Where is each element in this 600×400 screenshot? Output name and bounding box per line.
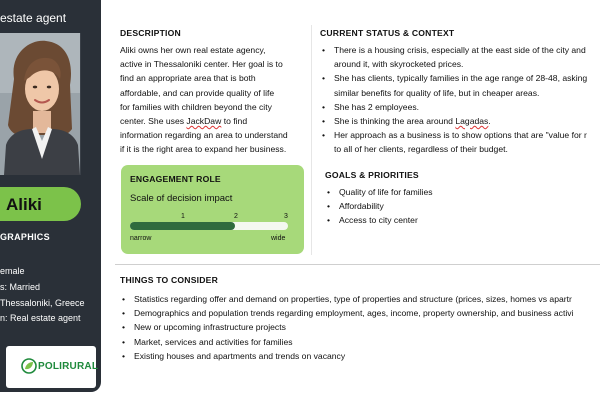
goal-item: • Access to city center bbox=[325, 213, 433, 227]
consider-title: THINGS TO CONSIDER bbox=[120, 275, 218, 285]
polirural-logo bbox=[6, 346, 99, 388]
status-item-continued: to all of her clients, regardless of their budget. bbox=[334, 144, 508, 155]
demographics-status: s: Married bbox=[0, 282, 41, 292]
logo-text: POLIRURAL bbox=[38, 361, 99, 372]
consider-item: • Existing houses and apartments and trends on vacancy bbox=[120, 349, 573, 363]
decision-impact-fill bbox=[130, 222, 235, 230]
leaf-icon bbox=[21, 358, 37, 374]
goal-item: • Quality of life for families bbox=[325, 185, 433, 199]
description-line: if it is the right area to expand her business. bbox=[120, 144, 287, 155]
consider-item: • Demographics and population trends regarding employment, ages, income, property ownership, and business activi bbox=[120, 306, 573, 320]
persona-role: estate agent bbox=[0, 11, 67, 25]
demographics-location: Thessaloniki, Greece bbox=[0, 298, 85, 308]
jackdaw-link: JackDaw bbox=[186, 116, 222, 127]
status-item: • Her approach as a business is to show options that are "value for r bbox=[320, 128, 600, 142]
column-divider bbox=[311, 25, 312, 255]
persona-name: Aliki bbox=[6, 195, 42, 214]
description-line: find an appropriate area that is both bbox=[120, 73, 256, 84]
description-line: affordable, and can provide quality of life bbox=[120, 87, 275, 98]
scale-tick: 2 bbox=[234, 213, 238, 220]
description-line: center. She uses bbox=[120, 116, 185, 127]
demographics-occupation: n: Real estate agent bbox=[0, 313, 81, 323]
status-title: CURRENT STATUS & CONTEXT bbox=[320, 28, 455, 38]
description-line: active in Thessaloniki center. Her goal is to bbox=[120, 59, 283, 70]
scale-low-label: narrow bbox=[130, 235, 152, 242]
scale-tick: 3 bbox=[284, 213, 288, 220]
status-item bbox=[320, 114, 600, 128]
status-item-continued: similar benefits for quality of life, but in cheaper areas. bbox=[334, 87, 540, 98]
consider-item: • Market, services and activities for families bbox=[120, 335, 573, 349]
description-line: for families with children beyond the city bbox=[120, 101, 272, 112]
status-list bbox=[320, 43, 600, 157]
scale-high-label: wide bbox=[271, 235, 286, 242]
goals-title: GOALS & PRIORITIES bbox=[325, 170, 419, 180]
persona-photo bbox=[0, 33, 81, 175]
demographics-gender: emale bbox=[0, 266, 25, 276]
engagement-title: ENGAGEMENT ROLE bbox=[130, 174, 221, 184]
consider-item: • Statistics regarding offer and demand on properties, type of properties and structure (prices, sizes, homes vs apartr bbox=[120, 292, 573, 306]
description-line: Aliki owns her own real estate agency, bbox=[120, 45, 266, 55]
status-text: . bbox=[488, 116, 491, 127]
description-line: to find bbox=[223, 116, 248, 127]
section-divider bbox=[115, 264, 600, 265]
scale-label: Scale of decision impact bbox=[130, 193, 233, 204]
description-title: DESCRIPTION bbox=[120, 28, 181, 38]
goal-item: • Affordability bbox=[325, 199, 433, 213]
status-item: • There is a housing crisis, especially at the east side of the city and bbox=[320, 43, 600, 57]
status-item: • She has clients, typically families in the age range of 28-48, asking bbox=[320, 71, 600, 85]
persona-name-pill bbox=[0, 187, 81, 221]
persona-sidebar bbox=[0, 0, 101, 392]
status-text: She is thinking the area around bbox=[334, 116, 453, 127]
scale-tick: 1 bbox=[181, 213, 185, 220]
decision-impact-scale bbox=[130, 222, 288, 230]
status-item: • She has 2 employees. bbox=[320, 100, 600, 114]
lagadas-text: Lagadas bbox=[455, 116, 489, 127]
description-text bbox=[120, 43, 306, 157]
portrait-image bbox=[0, 33, 80, 175]
goals-list bbox=[325, 185, 433, 228]
demographics-title: GRAPHICS bbox=[0, 232, 50, 242]
engagement-role-box bbox=[121, 165, 304, 254]
status-item-continued: around it, with skyrocketed prices. bbox=[334, 59, 464, 70]
description-line: information regarding an area to understand bbox=[120, 130, 288, 141]
consider-item: • New or upcoming infrastructure projects bbox=[120, 320, 573, 334]
consider-list bbox=[120, 292, 573, 363]
